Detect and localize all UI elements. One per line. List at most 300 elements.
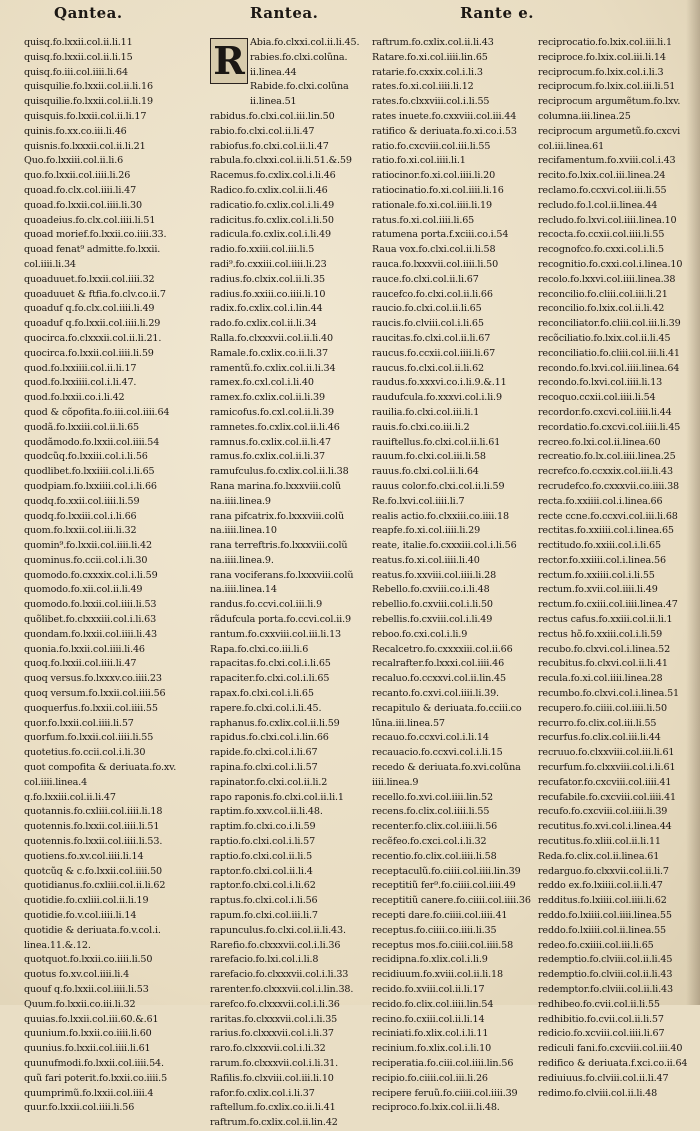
index-entry: recõciliatio.fo.lxix.col.ii.li.45 bbox=[538, 332, 671, 344]
index-entry: reciproce.fo.lxix.col.iii.li.14 bbox=[538, 51, 666, 63]
index-entry: quod & cõpofita.fo.iii.col.iiii.64 bbox=[24, 406, 170, 418]
index-entry: q.fo.lxxiii.col.ii.li.47 bbox=[24, 791, 116, 803]
index-entry: receptaculũ.fo.ciiii.col.iiii.lin.39 bbox=[372, 865, 521, 877]
index-entry: col.iiii.linea.4 bbox=[24, 776, 88, 788]
index-entry: rapinator.fo.clxi.col.ii.li.2 bbox=[210, 776, 328, 788]
index-entry: ratus.fo.xi.col.iiii.li.65 bbox=[372, 214, 475, 226]
index-entry: recurro.fo.clix.col.iii.li.55 bbox=[538, 717, 657, 729]
index-entry: quot compofita & deriuata.fo.xv. bbox=[24, 762, 177, 774]
index-entry: rapo raponis.fo.clxi.col.ii.li.1 bbox=[210, 791, 344, 803]
index-entry: ramnus.fo.cxlix.col.ii.li.47 bbox=[210, 436, 331, 448]
index-entry: quonia.fo.lxxii.col.iiii.li.46 bbox=[24, 643, 145, 655]
index-entry: rapacitas.fo.clxi.col.i.li.65 bbox=[210, 658, 331, 670]
index-entry: recens.fo.clix.col.iiii.li.55 bbox=[372, 806, 490, 818]
index-entry: recẽfeo.fo.cxci.col.i.li.32 bbox=[372, 836, 487, 848]
running-header-right: Rante e. bbox=[460, 4, 534, 22]
index-entry: Rarefio.fo.clxxxvii.col.i.li.36 bbox=[210, 939, 341, 951]
index-entry: redhibitio.fo.cvii.col.ii.li.57 bbox=[538, 1013, 664, 1025]
index-entry: quisq.fo.lxxii.col.ii.li.11 bbox=[24, 37, 133, 48]
index-entry: Radico.fo.cxlix.col.ii.li.46 bbox=[210, 184, 328, 196]
index-entry: rectus hõ.fo.xxiii.col.i.li.59 bbox=[538, 628, 663, 640]
index-entry: quodã.fo.lxxiii.col.ii.li.65 bbox=[24, 421, 140, 433]
index-entry: recumbo.fo.clxvi.col.i.linea.51 bbox=[538, 688, 680, 700]
index-entry: recondo.fo.lxvi.col.iiii.linea.64 bbox=[538, 362, 680, 374]
index-entry: quotennis.fo.lxxii.col.iiii.li.51 bbox=[24, 821, 160, 833]
index-entry: quomodo.fo.cxxxix.col.i.li.59 bbox=[24, 569, 158, 581]
index-entry: reddo ex.fo.lxiiii.col.ii.li.47 bbox=[538, 880, 663, 892]
index-entry: rapere.fo.clxi.col.i.li.45. bbox=[210, 702, 322, 714]
index-entry: recurfus.fo.clix.col.iii.li.44 bbox=[538, 732, 661, 744]
index-entry: quotannis.fo.cxliii.col.iiii.li.18 bbox=[24, 806, 163, 818]
index-entry: Recalcetro.fo.cxxxxiii.col.ii.66 bbox=[372, 643, 513, 655]
index-entry: rediuiuus.fo.clviii.col.ii.li.47 bbox=[538, 1072, 669, 1084]
index-entry: reatus.fo.xxviii.col.iiii.li.28 bbox=[372, 569, 497, 581]
index-entry: Ratare.fo.xi.col.iiii.lin.65 bbox=[372, 51, 488, 63]
index-entry: raucis.fo.clviii.col.i.li.65 bbox=[372, 318, 484, 330]
index-entry: raftrum.fo.cxlix.col.ii.lin.42 bbox=[210, 1117, 338, 1129]
index-entry: raptus.fo.clxi.col.i.li.56 bbox=[210, 895, 318, 907]
index-entry: Ralla.fo.clxxxvii.col.ii.li.40 bbox=[210, 332, 333, 344]
index-entry: recludo.fo.l.col.ii.linea.44 bbox=[538, 199, 658, 211]
index-entry: ii.linea.51 bbox=[250, 96, 297, 108]
index-entry: reconcilio.fo.lxix.col.ii.li.42 bbox=[538, 303, 665, 315]
index-entry: ramnetes.fo.cxlix.col.ii.li.46 bbox=[210, 421, 340, 433]
index-entry: quotcũq & c.fo.lxxii.col.iiii.50 bbox=[24, 865, 162, 877]
index-entry: rapum.fo.clxi.col.iii.li.7 bbox=[210, 910, 318, 922]
index-entry: rapide.fo.clxi.col.i.li.67 bbox=[210, 747, 318, 759]
index-entry: Racemus.fo.cxlix.col.i.li.46 bbox=[210, 170, 336, 182]
index-entry: rado.fo.cxlix.col.ii.li.34 bbox=[210, 318, 317, 330]
index-entry: ratarie.fo.cxxix.col.i.li.3 bbox=[372, 66, 483, 78]
index-entry: rabies.fo.clxi.colũna. bbox=[250, 51, 348, 63]
index-entry: rates.fo.xi.col.iiii.li.12 bbox=[372, 81, 474, 93]
index-entry: receptus.fo.ciiii.co.iiii.li.35 bbox=[372, 924, 497, 936]
index-entry: recula.fo.xi.col.iiii.linea.28 bbox=[538, 673, 663, 685]
index-entry: iiii.linea.9 bbox=[372, 776, 419, 788]
index-entry: recutitus.fo.xliii.col.ii.li.11 bbox=[538, 836, 661, 848]
index-entry: raucus.fo.clxi.col.ii.li.62 bbox=[372, 362, 484, 374]
index-entry: raucitas.fo.clxi.col.ii.li.67 bbox=[372, 332, 491, 344]
index-entry: quod.fo.lxxii.co.i.li.42 bbox=[24, 392, 125, 404]
index-entry: quotidie.fo.cxliii.col.ii.li.19 bbox=[24, 895, 149, 907]
index-entry: raro.fo.clxxxvii.col.i.li.32 bbox=[210, 1043, 326, 1055]
index-entry: Raua vox.fo.clxi.col.ii.li.58 bbox=[372, 244, 496, 256]
decorated-initial bbox=[210, 38, 248, 84]
index-entry: radi⁹.fo.cxxiii.col.iiii.li.23 bbox=[210, 258, 327, 270]
index-entry: ramus.fo.cxlix.col.ii.li.37 bbox=[210, 451, 325, 463]
index-entry: recidipna.fo.xlix.col.i.li.9 bbox=[372, 954, 488, 966]
decorated-initial-letter: R bbox=[213, 38, 245, 83]
index-entry: ii.linea.44 bbox=[250, 66, 297, 78]
index-entry: rectus cafus.fo.xxiii.col.ii.li.1 bbox=[538, 614, 673, 626]
index-entry: radix.fo.cxlix.col.i.lin.44 bbox=[210, 303, 323, 315]
running-header-far-right bbox=[538, 0, 700, 26]
index-entry: rediculi fani.fo.cxcviii.col.iii.40 bbox=[538, 1043, 683, 1055]
index-entry: quumprimũ.fo.lxxii.col.iiii.4 bbox=[24, 1087, 154, 1099]
index-entry: rarefacio.fo.lxi.col.i.li.8 bbox=[210, 954, 319, 966]
index-entry: quotidie & deriuata.fo.v.col.i. bbox=[24, 924, 161, 936]
index-entry: recanto.fo.cxvi.col.iiii.li.39. bbox=[372, 688, 499, 700]
index-entry: quoaduuet.fo.lxxii.col.iiii.32 bbox=[24, 273, 155, 285]
index-entry: recubo.fo.clxvi.col.i.linea.52 bbox=[538, 643, 671, 655]
index-entry: quomin⁹.fo.lxxii.col.iiii.li.42 bbox=[24, 540, 152, 552]
index-entry: recruuo.fo.clxxviii.col.iii.li.61 bbox=[538, 747, 675, 759]
index-entry: recapitulo & deriuata.fo.cciii.co bbox=[372, 702, 522, 714]
index-entry: Rana marina.fo.lxxxviii.colũ bbox=[210, 480, 341, 492]
index-entry: rauis.fo.clxi.co.iii.li.2 bbox=[372, 421, 470, 433]
index-entry: ramentũ.fo.cxlix.col.ii.li.34 bbox=[210, 362, 336, 374]
index-entry: recufator.fo.cxcviii.col.iiii.41 bbox=[538, 776, 672, 788]
index-entry: quotidie.fo.v.col.iiii.li.14 bbox=[24, 910, 137, 922]
index-entry: redarguo.fo.clxxvii.col.ii.li.7 bbox=[538, 865, 669, 877]
index-entry: rectum.fo.cxiii.col.iiii.linea.47 bbox=[538, 599, 678, 611]
index-entry: recubitus.fo.clxvi.col.ii.li.41 bbox=[538, 658, 668, 670]
index-entry: lũna.iii.linea.57 bbox=[372, 717, 445, 729]
index-entry: quotus fo.xv.col.iiii.li.4 bbox=[24, 969, 130, 981]
index-entry: quur.fo.lxxii.col.iiii.li.56 bbox=[24, 1102, 135, 1114]
index-entry: rebellis.fo.cxviii.col.i.li.49 bbox=[372, 614, 493, 626]
index-entry: recrefco.fo.ccxxix.col.iii.li.43 bbox=[538, 466, 673, 478]
index-entry: rebellio.fo.cxviii.col.i.li.50 bbox=[372, 599, 493, 611]
index-entry: quotidianus.fo.cxliii.col.ii.li.62 bbox=[24, 880, 166, 892]
index-entry: ratiocinatio.fo.xi.col.iiii.li.16 bbox=[372, 184, 504, 196]
index-entry: rapidus.fo.clxi.col.i.lin.66 bbox=[210, 732, 329, 744]
index-entry: recepti dare.fo.ciiii.col.iiii.41 bbox=[372, 910, 508, 922]
index-entry: raftellum.fo.cxlix.co.ii.li.41 bbox=[210, 1102, 336, 1114]
index-entry: recalrafter.fo.lxxxi.col.iiii.46 bbox=[372, 658, 505, 670]
index-entry: rectum.fo.xvii.col.iiii.li.49 bbox=[538, 584, 658, 596]
index-entry: recreo.fo.lxi.col.ii.linea.60 bbox=[538, 436, 661, 448]
index-entry: ratifico & deriuata.fo.xi.co.i.53 bbox=[372, 125, 517, 137]
index-entry: raudufcula.fo.xxxvi.col.i.li.9 bbox=[372, 392, 502, 404]
index-entry: raptio.fo.clxi.col.ii.li.5 bbox=[210, 850, 313, 862]
column-3 bbox=[372, 0, 534, 1114]
index-entry: reclamo.fo.ccxvi.col.iii.li.55 bbox=[538, 184, 667, 196]
index-entry: radicula.fo.cxlix.col.i.li.49 bbox=[210, 229, 331, 241]
index-entry: randus.fo.ccvi.col.iii.li.9 bbox=[210, 599, 323, 611]
index-entry: na.iiii.linea.9. bbox=[210, 554, 274, 566]
index-entry: reciprocum.fo.lxix.col.iii.li.51 bbox=[538, 81, 676, 93]
index-entry: quodq.fo.xxii.col.iiii.li.59 bbox=[24, 495, 140, 507]
index-entry: rates inuete.fo.cxxviii.col.iii.44 bbox=[372, 110, 517, 122]
index-entry: recurfum.fo.clxxviii.col.i.li.61 bbox=[538, 762, 676, 774]
index-entry: rauce.fo.clxi.col.ii.li.67 bbox=[372, 273, 479, 285]
index-entry: redimo.fo.clviii.col.ii.li.48 bbox=[538, 1087, 658, 1099]
index-entry: quor.fo.lxxii.col.iiii.li.57 bbox=[24, 717, 134, 729]
index-entry: na.iiii.linea.10 bbox=[210, 525, 277, 537]
index-entry: rantum.fo.cxxviii.col.iii.li.13 bbox=[210, 628, 342, 640]
index-entry: reddo.fo.lxiiii.col.ii.linea.55 bbox=[538, 924, 666, 936]
index-entry: reapfe.fo.xi.col.iiii.li.29 bbox=[372, 525, 481, 537]
index-entry: quocirca.fo.lxxii.col.iiii.li.59 bbox=[24, 347, 154, 359]
index-entry: raptor.fo.clxi.col.ii.li.4 bbox=[210, 865, 313, 877]
index-entry: raptor.fo.clxi.col.i.li.62 bbox=[210, 880, 316, 892]
index-entry: recedo & deriuata.fo.xvi.colũna bbox=[372, 762, 521, 774]
index-entry: recaluo.fo.ccxxvi.col.ii.lin.45 bbox=[372, 673, 506, 685]
index-entry: redeo.fo.cxiiii.col.iii.li.65 bbox=[538, 939, 654, 951]
index-entry: quoaduf q.fo.clx.col.iiii.li.49 bbox=[24, 303, 155, 315]
column-1 bbox=[24, 0, 204, 1114]
index-entry: recentio.fo.clix.col.iiii.li.58 bbox=[372, 850, 497, 862]
index-entry: raritas.fo.clxxxvii.col.i.li.35 bbox=[210, 1013, 338, 1025]
index-entry: raucefco.fo.clxi.col.ii.li.66 bbox=[372, 288, 493, 300]
index-entry: raucus.fo.ccxii.col.iiii.li.67 bbox=[372, 347, 496, 359]
index-entry: rectum.fo.xxiiii.col.i.li.55 bbox=[538, 569, 655, 581]
index-entry: receptus mos.fo.ciiii.col.iiii.58 bbox=[372, 939, 514, 951]
index-entry: recte ccne.fo.ccxvi.col.iii.li.68 bbox=[538, 510, 678, 522]
index-entry: quotetius.fo.ccii.col.i.li.30 bbox=[24, 747, 146, 759]
index-entry: recifamentum.fo.xviii.col.i.43 bbox=[538, 155, 676, 167]
index-entry: recoquo.ccxii.col.iiii.li.54 bbox=[538, 392, 656, 404]
index-entry: redhibeo.fo.cvii.col.ii.li.55 bbox=[538, 998, 660, 1010]
index-entry: quodcũq.fo.lxxiii.col.i.li.56 bbox=[24, 451, 148, 463]
index-entry: Quum.fo.lxxii.co.iii.li.32 bbox=[24, 998, 136, 1010]
index-entry: ramicofus.fo.cxl.col.ii.li.39 bbox=[210, 406, 334, 418]
index-entry: receptitiũ canere.fo.ciiii.col.iiii.36 bbox=[372, 895, 531, 907]
index-entry: redemptio.fo.clviii.col.ii.li.43 bbox=[538, 969, 673, 981]
index-entry: quisq.fo.lxxii.col.ii.li.15 bbox=[24, 51, 133, 63]
index-entry: recito.fo.lxix.col.iii.linea.24 bbox=[538, 170, 666, 182]
column-2-entries bbox=[210, 36, 368, 1131]
index-entry: quomodo.fo.xii.col.ii.li.49 bbox=[24, 584, 143, 596]
index-entry: redemptio.fo.clviii.col.ii.li.45 bbox=[538, 954, 673, 966]
index-entry: rafor.fo.cxlix.col.i.li.37 bbox=[210, 1087, 315, 1099]
index-entry: reciprocum argumetũ.fo.cxcvi bbox=[538, 125, 681, 137]
index-entry: quoadeius.fo.clx.col.iiii.li.51 bbox=[24, 214, 156, 226]
index-entry: Ramale.fo.cxlix.co.ii.li.37 bbox=[210, 347, 328, 359]
running-header-left: Qantea. bbox=[54, 4, 123, 22]
index-entry: quotquot.fo.lxxii.co.iiii.li.50 bbox=[24, 954, 153, 966]
index-entry: quorfum.fo.lxxii.col.iiii.li.55 bbox=[24, 732, 154, 744]
index-entry: Rebello.fo.cxviii.co.i.li.48 bbox=[372, 584, 490, 596]
index-entry: Rafilis.fo.clxviii.col.iii.li.10 bbox=[210, 1072, 334, 1084]
index-entry: raucio.fo.clxi.col.ii.li.65 bbox=[372, 303, 482, 315]
index-entry: reate, italie.fo.cxxxiii.col.i.li.56 bbox=[372, 540, 517, 552]
index-entry: quoaduuet & ftfia.fo.clv.co.ii.7 bbox=[24, 288, 166, 300]
index-entry: quũ fari poterit.fo.lxxii.co.iiii.5 bbox=[24, 1072, 168, 1084]
index-entry: col.iiii.li.34 bbox=[24, 258, 76, 270]
index-entry: rapaciter.fo.clxi.col.i.li.65 bbox=[210, 673, 330, 685]
index-entry: quoad.fo.clx.col.iiii.li.47 bbox=[24, 184, 137, 196]
index-entry: rabidus.fo.clxi.col.iii.lin.50 bbox=[210, 110, 335, 122]
index-entry: recludo.fo.lxvi.col.iiii.linea.10 bbox=[538, 214, 677, 226]
index-entry: rauiftellus.fo.clxi.col.ii.li.61 bbox=[372, 436, 501, 448]
index-entry: rãdufcula porta.fo.ccvi.col.ii.9 bbox=[210, 614, 351, 626]
index-entry: columna.iii.linea.25 bbox=[538, 110, 631, 122]
index-entry: rana terreftris.fo.lxxxviii.colũ bbox=[210, 540, 348, 552]
index-entry: rapina.fo.clxi.col.i.li.57 bbox=[210, 762, 318, 774]
index-entry: recocta.fo.ccxii.col.iiii.li.55 bbox=[538, 229, 665, 241]
index-entry: recolo.fo.lxxvi.col.iiii.linea.38 bbox=[538, 273, 676, 285]
index-entry: quisquilie.fo.lxxii.col.ii.li.16 bbox=[24, 81, 153, 93]
index-entry: raftrum.fo.cxlix.col.ii.li.43 bbox=[372, 37, 494, 48]
index-entry: quocirca.fo.clxxxii.col.ii.li.21. bbox=[24, 332, 162, 344]
index-entry: quoquerfus.fo.lxxii.col.iiii.55 bbox=[24, 702, 158, 714]
index-entry: ramex.fo.cxlix.col.ii.li.39 bbox=[210, 392, 325, 404]
index-entry: recrudefco.fo.cxxxvii.co.iiii.38 bbox=[538, 480, 679, 492]
index-entry: reciperatia.fo.ciii.col.iiii.lin.56 bbox=[372, 1057, 514, 1069]
index-entry: quondam.fo.lxxii.col.iiii.li.43 bbox=[24, 628, 157, 640]
index-entry: quoq.fo.lxxii.col.iiii.li.47 bbox=[24, 658, 137, 670]
index-entry: quoaduf q.fo.lxxii.col.iiii.li.29 bbox=[24, 318, 161, 330]
index-entry: quodãmodo.fo.lxxii.col.iiii.54 bbox=[24, 436, 160, 448]
index-entry: quodpiam.fo.lxxiiii.col.i.li.66 bbox=[24, 480, 157, 492]
index-entry: quodq.fo.lxxiii.col.i.li.66 bbox=[24, 510, 137, 522]
index-entry: quuias.fo.lxxii.col.iii.60.&.61 bbox=[24, 1013, 159, 1025]
index-entry: raudus.fo.xxxvi.co.i.li.9.&.11 bbox=[372, 377, 507, 389]
index-entry: quod.fo.lxxiiii.col.ii.li.17 bbox=[24, 362, 137, 374]
index-entry: quisnis.fo.lxxxii.col.ii.li.21 bbox=[24, 140, 146, 152]
index-entry: na.iiii.linea.14 bbox=[210, 584, 277, 596]
index-entry: quoq versus.fo.lxxxv.co.iiii.23 bbox=[24, 673, 162, 685]
index-entry: recognofco.fo.cxxi.col.i.li.5 bbox=[538, 244, 664, 256]
index-entry: raptio.fo.clxi.col.i.li.57 bbox=[210, 836, 316, 848]
index-entry: col.iii.linea.61 bbox=[538, 140, 605, 152]
index-entry: recreatio.fo.lx.col.iiii.linea.25 bbox=[538, 451, 676, 463]
index-entry: recidiuum.fo.xviii.col.ii.li.18 bbox=[372, 969, 503, 981]
index-entry: redemptor.fo.clviii.col.ii.li.43 bbox=[538, 984, 673, 995]
page-edge-shadow bbox=[686, 0, 700, 1005]
index-entry: reconciliatio.fo.cliii.col.iii.li.41 bbox=[538, 347, 680, 359]
index-entry: quoq versum.fo.lxxii.col.iiii.56 bbox=[24, 688, 166, 700]
index-entry: rauilia.fo.clxi.col.iii.li.1 bbox=[372, 406, 480, 418]
index-entry: recondo.fo.lxvi.col.iiii.li.13 bbox=[538, 377, 663, 389]
index-entry: rauus color.fo.clxi.col.ii.li.59 bbox=[372, 480, 505, 492]
index-entry: na.iiii.linea.9 bbox=[210, 495, 271, 507]
index-entry: rabula.fo.clxxi.col.ii.li.51.&.59 bbox=[210, 155, 352, 167]
index-entry: recta.fo.xxiiii.col.i.linea.66 bbox=[538, 495, 663, 507]
index-entry: ratumena porta.f.xciii.co.i.54 bbox=[372, 229, 509, 241]
index-entry: recido.fo.xviii.col.ii.li.17 bbox=[372, 984, 485, 995]
index-entry: rana pifcatrix.fo.lxxxviii.colũ bbox=[210, 510, 345, 522]
index-entry: realis actio.fo.clxxiii.co.iiii.18 bbox=[372, 510, 509, 522]
index-entry: ramex.fo.cxl.col.i.li.40 bbox=[210, 377, 314, 389]
index-entry: reconciliator.fo.cliii.col.iii.li.39 bbox=[538, 318, 681, 330]
index-entry: reciprocum.fo.lxix.col.i.li.3 bbox=[538, 66, 664, 78]
index-entry: rectitudo.fo.xxiii.col.i.li.65 bbox=[538, 540, 661, 552]
index-entry: radicitus.fo.cxlix.col.i.li.50 bbox=[210, 214, 334, 226]
index-entry: rauca.fo.lxxxvii.col.iiii.li.50 bbox=[372, 258, 499, 270]
index-entry: radius.fo.xxiii.co.iiii.li.10 bbox=[210, 288, 326, 300]
index-entry: Re.fo.lxvi.col.iiii.li.7 bbox=[372, 495, 465, 507]
index-entry: raptim.fo.clxi.co.i.li.59 bbox=[210, 821, 316, 833]
column-4-entries bbox=[538, 36, 700, 1101]
index-entry: reatus.fo.xi.col.iiii.li.40 bbox=[372, 554, 480, 566]
index-entry: linea.11.&.12. bbox=[24, 939, 91, 951]
index-entry: quodlibet.fo.lxxiiii.col.i.li.65 bbox=[24, 466, 155, 478]
index-entry: Rapa.fo.clxi.co.iii.li.6 bbox=[210, 643, 309, 655]
index-entry: recognitio.fo.cxxi.col.i.linea.10 bbox=[538, 258, 683, 270]
index-entry: rauum.fo.clxi.col.iii.li.58 bbox=[372, 451, 486, 463]
index-entry: rapax.fo.clxi.col.i.li.65 bbox=[210, 688, 314, 700]
index-entry: quunius.fo.lxxii.col.iiii.li.61 bbox=[24, 1043, 151, 1055]
index-entry: Abia.fo.clxxi.col.ii.li.45. bbox=[250, 37, 360, 48]
index-entry: rector.fo.xxiiii.col.i.linea.56 bbox=[538, 554, 666, 566]
index-entry: quoad fenat⁹ admitte.fo.lxxii. bbox=[24, 244, 161, 256]
index-entry: recido.fo.clix.col.iiii.lin.54 bbox=[372, 998, 494, 1010]
index-entry: recino.fo.cxiii.col.ii.li.14 bbox=[372, 1013, 485, 1025]
index-entry: radicatio.fo.cxlix.col.i.li.49 bbox=[210, 199, 335, 211]
index-entry: ratio.fo.cxcviii.col.iii.li.55 bbox=[372, 140, 491, 152]
index-entry: reboo.fo.cxi.col.i.li.9 bbox=[372, 628, 468, 640]
index-entry: rana vociferans.fo.lxxxviii.colũ bbox=[210, 569, 354, 581]
index-entry: rectitas.fo.xxiiii.col.i.linea.65 bbox=[538, 525, 674, 537]
index-entry: Quo.fo.lxxiii.col.ii.li.6 bbox=[24, 155, 124, 167]
index-entry: rauus.fo.clxi.col.ii.li.64 bbox=[372, 466, 479, 478]
index-entry: recauo.fo.ccxvi.col.i.li.14 bbox=[372, 732, 489, 744]
index-entry: redifico & deriuata.f.xci.co.ii.64 bbox=[538, 1057, 688, 1069]
index-entry: rates.fo.clxxviii.col.i.li.55 bbox=[372, 96, 490, 108]
index-entry: raphanus.fo.cxlix.col.ii.li.59 bbox=[210, 717, 340, 729]
index-entry: Reda.fo.clix.col.ii.linea.61 bbox=[538, 850, 660, 862]
index-entry: quisquis.fo.lxxii.col.ii.li.17 bbox=[24, 110, 147, 122]
index-entry: reddo.fo.lxiiii.col.iiii.linea.55 bbox=[538, 910, 672, 922]
index-entry: rabiofus.fo.clxi.col.ii.li.47 bbox=[210, 140, 329, 152]
index-entry: radius.fo.clxix.col.ii.li.35 bbox=[210, 273, 325, 285]
index-entry: radio.fo.xxiii.col.iii.li.5 bbox=[210, 244, 315, 256]
index-entry: recipere feruũ.fo.ciiii.col.iiii.39 bbox=[372, 1087, 518, 1099]
index-entry: raptim.fo.xxv.col.ii.li.48. bbox=[210, 806, 323, 818]
index-entry: quunufmodi.fo.lxxii.col.iiii.54. bbox=[24, 1057, 164, 1069]
index-entry: quouf q.fo.lxxii.col.iiii.li.53 bbox=[24, 984, 149, 995]
index-entry: rarefco.fo.clxxxvii.col.i.li.36 bbox=[210, 998, 340, 1010]
index-entry: rarum.fo.clxxxvii.col.i.li.31. bbox=[210, 1057, 339, 1069]
index-entry: recenter.fo.clix.col.iiii.li.56 bbox=[372, 821, 498, 833]
index-entry: redicio.fo.xcviii.col.iiii.li.67 bbox=[538, 1028, 665, 1040]
index-entry: quisquilie.fo.lxxii.col.ii.li.19 bbox=[24, 96, 153, 108]
index-entry: quotiens.fo.xv.col.iiii.li.14 bbox=[24, 850, 144, 862]
column-2 bbox=[210, 0, 368, 1129]
index-entry: quomodo.fo.lxxii.col.iiii.li.53 bbox=[24, 599, 157, 611]
running-header-center: Rantea. bbox=[250, 4, 319, 22]
index-entry: recordatio.fo.cxcvi.col.iiii.li.45 bbox=[538, 421, 681, 433]
index-entry: quoad morief.fo.lxxii.co.iiii.33. bbox=[24, 229, 167, 241]
index-entry: quunium.fo.lxxii.co.iiii.li.60 bbox=[24, 1028, 152, 1040]
index-entry: rabio.fo.clxi.col.ii.li.47 bbox=[210, 125, 315, 137]
column-1-entries bbox=[24, 36, 204, 1116]
index-entry: receptitiũ fer⁹.fo.ciiii.col.iiii.49 bbox=[372, 880, 516, 892]
index-entry: recutitus.fo.xvi.col.i.linea.44 bbox=[538, 821, 672, 833]
index-entry: recufo.fo.cxcviii.col.iiii.li.39 bbox=[538, 806, 668, 818]
column-3-entries bbox=[372, 36, 534, 1116]
index-entry: rationale.fo.xi.col.iiii.li.19 bbox=[372, 199, 492, 211]
index-entry: quominus.fo.ccii.col.i.li.30 bbox=[24, 554, 148, 566]
index-entry: quod.fo.lxxiiii.col.i.li.47. bbox=[24, 377, 137, 389]
index-entry: ramufculus.fo.cxlix.col.ii.li.38 bbox=[210, 466, 349, 478]
index-entry: recinium.fo.xlix.col.i.li.10 bbox=[372, 1043, 492, 1055]
index-entry: reciprocum argumẽtum.fo.lxv. bbox=[538, 96, 681, 108]
index-entry: reciniati.fo.xlix.col.i.li.11 bbox=[372, 1028, 489, 1040]
index-entry: rarefacio.fo.clxxxvii.col.i.li.33 bbox=[210, 969, 349, 981]
index-entry: quo.fo.lxxii.col.iiii.li.26 bbox=[24, 170, 131, 182]
index-entry: quinis.fo.xx.co.iii.li.46 bbox=[24, 125, 127, 137]
index-entry: reciproco.fo.lxix.col.ii.li.48. bbox=[372, 1102, 500, 1114]
index-entry: quotennis.fo.lxxii.col.iiii.li.53. bbox=[24, 836, 163, 848]
index-entry: quoad.fo.lxxii.col.iiii.li.30 bbox=[24, 199, 142, 211]
index-entry: Rabide.fo.clxi.colũna bbox=[250, 81, 349, 93]
index-entry: quisq.fo.iii.col.iiii.li.64 bbox=[24, 66, 128, 78]
index-entry: redditus.fo.lxiiii.col.iiii.li.62 bbox=[538, 895, 667, 907]
index-entry: rarenter.fo.clxxxvii.col.i.lin.38. bbox=[210, 984, 354, 995]
index-entry: reciprocatio.fo.lxix.col.iii.li.1 bbox=[538, 37, 672, 48]
index-entry: recordor.fo.cxcvi.col.iiii.li.44 bbox=[538, 406, 672, 418]
index-entry: quom.fo.lxxii.col.iii.li.32 bbox=[24, 525, 137, 537]
column-4 bbox=[538, 0, 700, 1099]
index-entry: recupero.fo.ciiii.col.iiii.li.50 bbox=[538, 702, 667, 714]
index-entry: recello.fo.xvi.col.iiii.lin.52 bbox=[372, 791, 493, 803]
index-entry: rapunculus.fo.clxi.col.ii.li.43. bbox=[210, 924, 346, 936]
index-entry: recauacio.fo.ccxvi.col.i.li.15 bbox=[372, 747, 503, 759]
